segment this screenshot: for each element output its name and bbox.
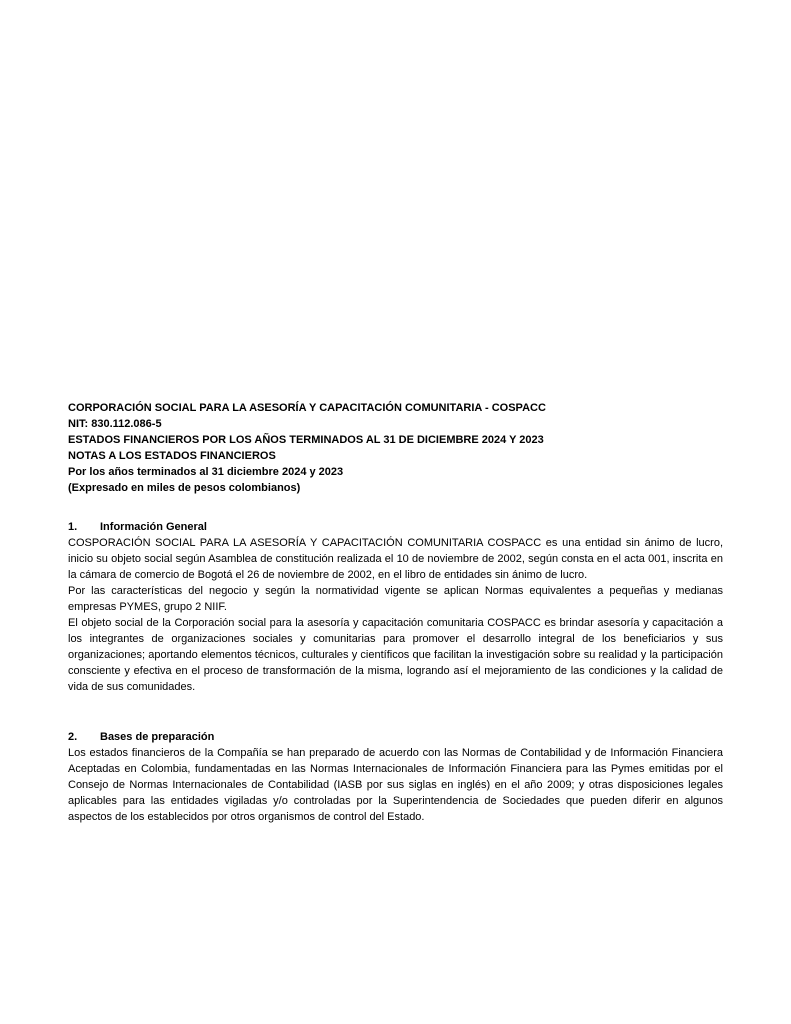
section-number: 1. (68, 521, 78, 533)
section-heading (68, 519, 723, 535)
paragraph: COSPORACIÓN SOCIAL PARA LA ASESORÍA Y CAPACITACIÓN COMUNITARIA COSPACC es una entidad sin ánimo de lucro, inicio su objeto social según Asamblea de constitución realizada el 10 de noviembre de 2002, según consta en el acta 001, inscrita en la cámara de comercio de Bogotá el 26 de noviembre de 2002, en el libro de entidades sin ánimo de lucro. (68, 537, 723, 581)
paragraph: Por las características del negocio y según la normatividad vigente se aplican Normas equivalentes a pequeñas y medianas empresas PYMES, grupo 2 NIIF. (68, 585, 723, 613)
section-title: Información General (100, 521, 207, 533)
header-period: Por los años terminados al 31 diciembre 2024 y 2023 (68, 466, 344, 478)
section-bases-de-preparacion (68, 729, 723, 825)
header-notes-title: NOTAS A LOS ESTADOS FINANCIEROS (68, 450, 276, 462)
header-nit: NIT: 830.112.086-5 (68, 418, 162, 430)
paragraph: El objeto social de la Corporación social para la asesoría y capacitación comunitaria COSPACC es brindar asesoría y capacitación a los integrantes de organizaciones sociales y comunitarias para promover el desarrollo integral de los beneficiarios y sus organizaciones; aportando elementos técnicos, culturales y científicos que facilitan la investigación sobre su realidad y la participación consciente y efectiva en el proceso de transformación de la misma, logrando así el mejoramiento de las condiciones y la calidad de vida de sus comunidades. (68, 617, 723, 693)
header-entity-name: CORPORACIÓN SOCIAL PARA LA ASESORÍA Y CAPACITACIÓN COMUNITARIA - COSPACC (68, 402, 546, 414)
header-statements-title: ESTADOS FINANCIEROS POR LOS AÑOS TERMINADOS AL 31 DE DICIEMBRE 2024 Y 2023 (68, 434, 544, 446)
section-title: Bases de preparación (100, 731, 215, 743)
section-heading (68, 729, 723, 745)
section-informacion-general (68, 519, 723, 695)
header-currency-note: (Expresado en miles de pesos colombianos) (68, 482, 301, 494)
paragraph: Los estados financieros de la Compañía se han preparado de acuerdo con las Normas de Contabilidad y de Información Financiera Aceptadas en Colombia, fundamentadas en las Normas Internacionales de Información Financiera para las Pymes emitidas por el Consejo de Normas Internacionales de Contabilidad (IASB por sus siglas en inglés) en el año 2009; y otras disposiciones legales aplicables para las entidades vigiladas y/o controladas por la Superintendencia de Sociedades que pueden diferir en algunos aspectos de los establecidos por otros organismos de control del Estado. (68, 747, 723, 823)
section-number: 2. (68, 731, 78, 743)
document-header (68, 400, 723, 496)
document-content (68, 400, 723, 825)
